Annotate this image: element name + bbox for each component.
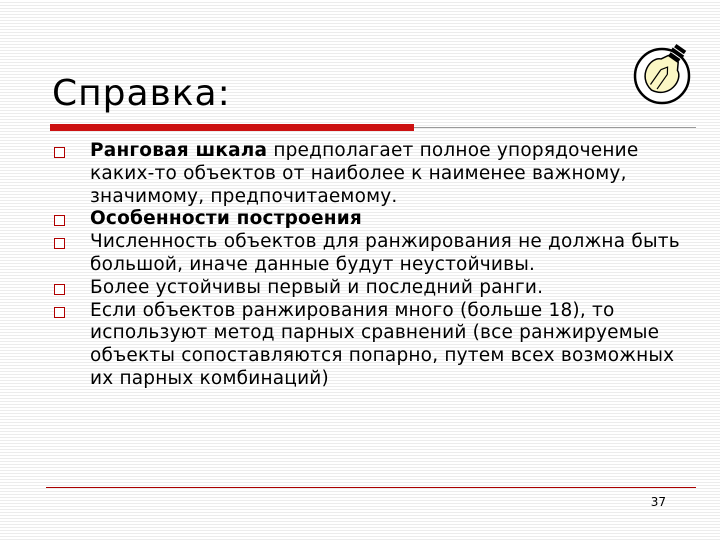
- slide-title: Справка:: [52, 73, 231, 114]
- bullet-text: предполагает полное упорядочение каких-то объектов от наиболее к наименее важному, значимому, предпочитаемому.: [90, 140, 639, 207]
- bullet-item: [54, 300, 694, 391]
- bullet-item: [54, 231, 694, 277]
- hollow-square-bullet-icon: [54, 147, 65, 158]
- bullet-text: Более устойчивы первый и последний ранги.: [90, 276, 544, 298]
- page-number: 37: [650, 495, 666, 509]
- bullet-item: [54, 140, 694, 208]
- hollow-square-bullet-icon: [54, 307, 65, 318]
- title-underline: [414, 127, 696, 128]
- footer-divider: [46, 487, 696, 488]
- bullet-item: [54, 208, 694, 231]
- bullet-list: [54, 140, 694, 391]
- bullet-text: Численность объектов для ранжирования не должна быть большой, иначе данные будут неустойчивы.: [90, 231, 680, 275]
- bullet-item: [54, 277, 694, 300]
- bullet-text: Если объектов ранжирования много (больше 18), то используют метод парных сравнений (все ранжируемые объекты сопоставляются попарно, путем всех возможных их парных комбинаций): [90, 299, 675, 389]
- hollow-square-bullet-icon: [54, 215, 65, 226]
- title-underline-accent: [50, 124, 414, 131]
- bullet-bold-text: Особенности построения: [90, 208, 362, 230]
- bullet-bold-text: Ранговая шкала: [90, 140, 268, 161]
- hollow-square-bullet-icon: [54, 238, 65, 249]
- lightbulb-icon: [632, 36, 700, 108]
- hollow-square-bullet-icon: [54, 284, 65, 295]
